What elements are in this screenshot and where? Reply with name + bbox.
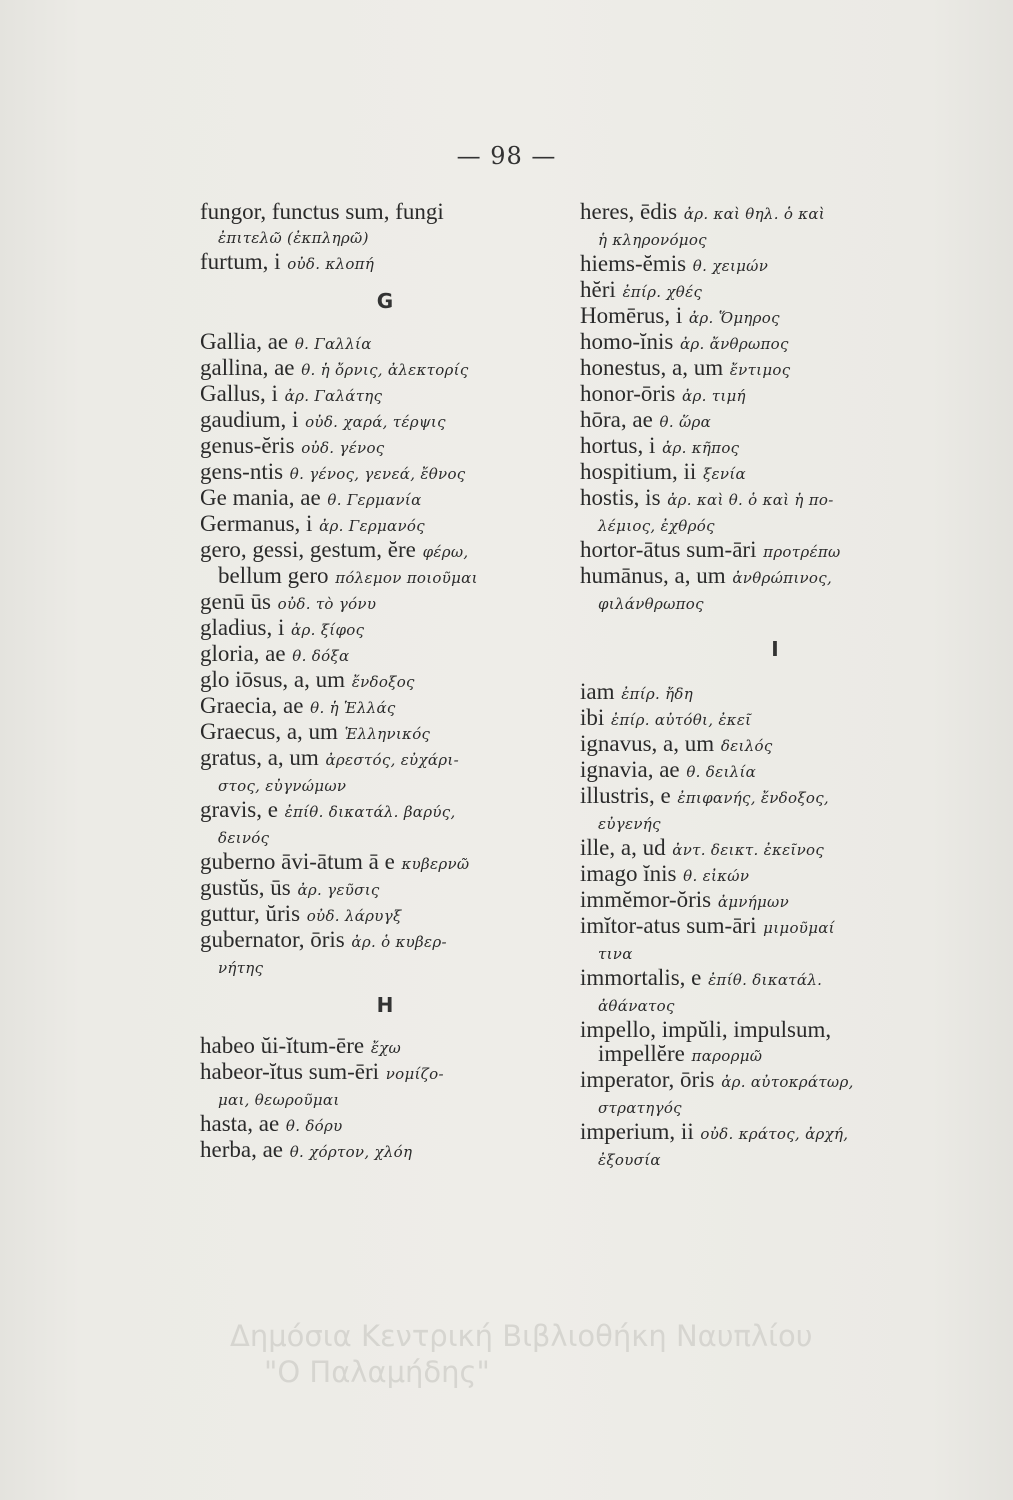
entry-greek-translation: θ. Γερμανία <box>327 491 422 509</box>
dictionary-entry <box>580 1120 970 1146</box>
entry-continuation <box>200 1086 570 1112</box>
entry-greek-translation: λέμιος, ἐχθρός <box>598 517 715 535</box>
entry-greek-translation: οὐδ. γένος <box>301 439 385 457</box>
entry-greek-translation: θ. εἰκών <box>683 867 750 885</box>
entry-greek-translation: οὐδ. κράτος, ἀρχή, <box>700 1125 849 1143</box>
entry-headword: gratus, a, um <box>200 745 319 770</box>
entry-greek-translation: θ. ἡ Ἑλλάς <box>310 699 396 717</box>
entry-greek-translation: μιμοῦμαί <box>763 919 835 937</box>
entry-greek-translation: παρορμῶ <box>691 1047 763 1065</box>
dictionary-entry <box>580 732 970 758</box>
entry-greek-translation: ἐπιτελῶ (ἐκπληρῶ) <box>218 229 369 247</box>
dictionary-entry <box>200 876 570 902</box>
entry-headword: hiems-ĕmis <box>580 251 687 276</box>
entry-headword: guberno āvi-ātum ā e <box>200 849 395 874</box>
entry-headword: gloria, ae <box>200 641 286 666</box>
entry-continuation <box>200 224 570 250</box>
dictionary-entry <box>200 590 570 616</box>
entry-headword: Germanus, i <box>200 511 313 536</box>
entry-greek-translation: μαι, θεωροῦμαι <box>218 1091 340 1109</box>
entry-headword: Gallus, i <box>200 381 278 406</box>
dictionary-entry <box>580 278 970 304</box>
entry-headword: ignavus, a, um <box>580 731 715 756</box>
dictionary-entry <box>200 408 570 434</box>
entry-headword: honor-ōris <box>580 381 676 406</box>
dictionary-entry <box>580 706 970 732</box>
dictionary-entry <box>580 304 970 330</box>
entry-greek-translation: στος, εὐγνώμων <box>218 777 347 795</box>
entry-greek-translation: οὐδ. χαρά, τέρψις <box>305 413 446 431</box>
entry-greek-translation: νομίζο- <box>385 1065 444 1083</box>
entry-headword: genus-ĕris <box>200 433 295 458</box>
entry-headword: heres, ēdis <box>580 199 678 224</box>
entry-continuation <box>200 564 570 590</box>
entry-greek-translation: ἀρ. Γαλάτης <box>284 387 383 405</box>
entry-headword: honestus, a, um <box>580 355 724 380</box>
entries-h-continued <box>580 200 970 616</box>
entry-greek-translation: θ. χειμών <box>692 257 769 275</box>
dictionary-entry <box>200 512 570 538</box>
dictionary-entry <box>580 486 970 512</box>
dictionary-entry <box>200 668 570 694</box>
entry-headword: gero, gessi, gestum, ĕre <box>200 537 416 562</box>
entry-headword: habeo ŭi-ĭtum-ēre <box>200 1033 365 1058</box>
entry-greek-translation: οὐδ. τὸ γόνυ <box>277 595 377 613</box>
entries-h <box>200 1034 570 1164</box>
entry-greek-translation: ξενία <box>702 465 746 483</box>
entry-headword: hostis, is <box>580 485 661 510</box>
entry-greek-translation: προτρέπω <box>763 543 841 561</box>
entry-continuation <box>580 1094 970 1120</box>
dictionary-entry <box>200 460 570 486</box>
entry-headword: illustris, e <box>580 783 671 808</box>
entry-greek-translation: ἀρ. ὁ κυβερ- <box>351 933 447 951</box>
dictionary-entry <box>580 862 970 888</box>
dictionary-entry <box>580 564 970 590</box>
dictionary-entry <box>580 966 970 992</box>
dictionary-entry <box>580 1018 970 1042</box>
dictionary-entry <box>200 720 570 746</box>
entry-headword: gens-ntis <box>200 459 284 484</box>
dictionary-entry <box>580 680 970 706</box>
entry-headword: herba, ae <box>200 1137 283 1162</box>
page-number: — 98 — <box>456 142 557 170</box>
entry-greek-translation: ἀρεστός, εὐχάρι- <box>325 751 459 769</box>
entry-greek-translation: θ. δειλία <box>686 763 757 781</box>
entry-headword: humānus, a, um <box>580 563 726 588</box>
entry-headword: imperator, ōris <box>580 1067 715 1092</box>
entry-headword: ille, a, ud <box>580 835 666 860</box>
dictionary-entry <box>580 200 970 226</box>
entries-g <box>200 330 570 980</box>
dictionary-entry <box>200 1138 570 1164</box>
dictionary-entry <box>580 538 970 564</box>
entry-continuation <box>580 512 970 538</box>
entry-greek-translation: ἐξουσία <box>598 1151 661 1169</box>
entry-continuation <box>580 226 970 252</box>
entry-greek-translation: ἐπίθ. δικατάλ. βαρύς, <box>284 803 456 821</box>
entry-greek-translation: θ. χόρτον, χλόη <box>289 1143 413 1161</box>
dictionary-entry <box>200 486 570 512</box>
entry-headword: gubernator, ōris <box>200 927 345 952</box>
entry-headword: gustŭs, ūs <box>200 875 291 900</box>
entry-greek-translation: ἔχω <box>370 1039 402 1057</box>
dictionary-entry <box>580 784 970 810</box>
dictionary-entry <box>200 902 570 928</box>
entry-headword: ignavia, ae <box>580 757 680 782</box>
entry-headword: immortalis, e <box>580 965 702 990</box>
dictionary-entry <box>200 928 570 954</box>
entry-headword: furtum, i <box>200 249 281 274</box>
entry-greek-translation: ἀρ. τιμή <box>682 387 746 405</box>
entry-greek-translation: ἔντιμος <box>729 361 791 379</box>
entry-greek-translation: δειλός <box>720 737 773 755</box>
entry-greek-translation: στρατηγός <box>598 1099 682 1117</box>
entry-headword: hospitium, ii <box>580 459 697 484</box>
entry-greek-translation: τινα <box>598 945 633 963</box>
dictionary-entry <box>200 1034 570 1060</box>
entry-greek-translation: ἀθάνατος <box>598 997 675 1015</box>
dictionary-entry <box>200 746 570 772</box>
entry-greek-translation: κυβερνῶ <box>401 855 470 873</box>
entry-greek-translation: ἀμνήμων <box>717 893 790 911</box>
dictionary-entry <box>200 434 570 460</box>
watermark-line-2: "Ο Παλαμήδης" <box>264 1355 490 1389</box>
entry-greek-translation: ἐπίρ. ἤδη <box>621 685 694 703</box>
entry-greek-translation: νήτης <box>218 959 264 977</box>
entry-greek-translation: ἀρ. ξίφος <box>291 621 365 639</box>
dictionary-entry <box>580 836 970 862</box>
entry-headword: imago ĭnis <box>580 861 677 886</box>
entry-continuation <box>200 954 570 980</box>
dictionary-entry <box>580 356 970 382</box>
entry-headword: iam <box>580 679 615 704</box>
entry-greek-translation: ἀρ. καὶ θ. ὁ καὶ ἡ πο- <box>667 491 834 509</box>
entry-greek-translation: ἀντ. δεικτ. ἐκεῖνος <box>672 841 825 859</box>
entry-greek-translation: θ. δόρυ <box>285 1117 343 1135</box>
entry-greek-translation: ἔνδοξος <box>351 673 415 691</box>
entry-continuation <box>580 810 970 836</box>
entry-greek-translation: ἐπιφανής, ἔνδοξος, <box>677 789 829 807</box>
entry-headword: Graecus, a, um <box>200 719 338 744</box>
entry-headword: imperium, ii <box>580 1119 694 1144</box>
entry-greek-translation: δεινός <box>218 829 270 847</box>
entry-greek-translation: οὐδ. λάρυγξ <box>306 907 402 925</box>
dictionary-entry <box>580 758 970 784</box>
dictionary-entry <box>200 616 570 642</box>
entry-headword: gladius, i <box>200 615 285 640</box>
entry-greek-translation: ἡ κληρονόμος <box>598 231 707 249</box>
dictionary-entry <box>580 382 970 408</box>
entry-greek-translation: ἀρ. καὶ θηλ. ὁ καὶ <box>683 205 825 223</box>
entry-continuation <box>200 824 570 850</box>
entry-greek-translation: ἀρ. Γερμανός <box>319 517 425 535</box>
entry-continuation <box>580 992 970 1018</box>
entry-greek-translation: πόλεμον ποιοῦμαι <box>335 569 478 587</box>
dictionary-entry <box>580 914 970 940</box>
section-letter-i: I <box>771 637 779 661</box>
entry-headword: habeor-ĭtus sum-ēri <box>200 1059 380 1084</box>
entry-continuation <box>580 1042 970 1068</box>
entry-continuation <box>580 940 970 966</box>
watermark-line-1: Δημόσια Κεντρική Βιβλιοθήκη Ναυπλίου <box>230 1319 813 1353</box>
entry-headword: fungor, functus sum, fungi <box>200 199 444 224</box>
dictionary-entry <box>580 330 970 356</box>
entry-greek-translation: ἀνθρώπινος, <box>732 569 833 587</box>
dictionary-entry <box>200 850 570 876</box>
entry-headword: bellum gero <box>218 563 329 588</box>
entry-greek-translation: φιλάνθρωπος <box>598 595 704 613</box>
entry-continuation <box>200 772 570 798</box>
entry-greek-translation: οὐδ. κλοπή <box>287 255 375 273</box>
entry-greek-translation: ἐπίρ. αὐτόθι, ἐκεῖ <box>610 711 752 729</box>
entry-greek-translation: εὐγενής <box>598 815 661 833</box>
entry-greek-translation: ἐπίρ. χθές <box>622 283 703 301</box>
entry-headword: gaudium, i <box>200 407 299 432</box>
dictionary-entry <box>580 460 970 486</box>
entry-greek-translation: θ. γένος, γενεά, ἔθνος <box>289 465 466 483</box>
entry-greek-translation: θ. ἡ ὄρνις, ἀλεκτορίς <box>301 361 469 379</box>
dictionary-entry <box>580 408 970 434</box>
left-column <box>200 200 570 1164</box>
entry-greek-translation: θ. ὥρα <box>659 413 712 431</box>
entries-f <box>200 200 570 276</box>
entry-headword: hōra, ae <box>580 407 653 432</box>
entry-headword: Homērus, i <box>580 303 683 328</box>
entry-headword: hortor-ātus sum-āri <box>580 537 757 562</box>
dictionary-entry <box>200 250 570 276</box>
dictionary-entry <box>200 1060 570 1086</box>
entry-greek-translation: θ. Γαλλία <box>294 335 372 353</box>
library-watermark <box>230 1318 1010 1390</box>
dictionary-entry <box>200 200 570 224</box>
entry-headword: gallina, ae <box>200 355 295 380</box>
entry-headword: gravis, e <box>200 797 278 822</box>
entry-headword: impello, impŭli, impulsum, <box>580 1017 832 1042</box>
entry-greek-translation: ἀρ. Ὅμηρος <box>688 309 780 327</box>
entry-headword: ibi <box>580 705 605 730</box>
entry-headword: guttur, ŭris <box>200 901 301 926</box>
entry-continuation <box>580 1146 970 1172</box>
entries-i <box>580 680 970 1172</box>
dictionary-entry <box>200 642 570 668</box>
entry-continuation <box>580 590 970 616</box>
dictionary-entry <box>200 798 570 824</box>
entry-greek-translation: θ. δόξα <box>292 647 350 665</box>
section-letter-g: G <box>376 289 394 313</box>
entry-greek-translation: Ἑλληνικός <box>344 725 431 743</box>
entry-greek-translation: ἐπίθ. δικατάλ. <box>708 971 823 989</box>
entry-headword: glo iōsus, a, um <box>200 667 346 692</box>
dictionary-entry <box>580 888 970 914</box>
entry-greek-translation: ἀρ. αὐτοκράτωρ, <box>721 1073 854 1091</box>
entry-greek-translation: ἀρ. κῆπος <box>662 439 740 457</box>
entry-headword: genū ūs <box>200 589 271 614</box>
entry-headword: hasta, ae <box>200 1111 280 1136</box>
dictionary-entry <box>200 694 570 720</box>
entry-greek-translation: ἀρ. ἄνθρωπος <box>679 335 789 353</box>
entry-headword: imĭtor-atus sum-āri <box>580 913 757 938</box>
entry-headword: impellĕre <box>598 1041 685 1066</box>
section-letter-h: H <box>376 993 394 1017</box>
entry-headword: Gallia, ae <box>200 329 289 354</box>
dictionary-entry <box>580 1068 970 1094</box>
dictionary-entry <box>200 382 570 408</box>
entry-headword: homo-ĭnis <box>580 329 674 354</box>
entry-headword: hortus, i <box>580 433 656 458</box>
entry-greek-translation: ἀρ. γεῦσις <box>297 881 380 899</box>
entry-headword: Graecia, ae <box>200 693 304 718</box>
dictionary-entry <box>200 330 570 356</box>
entry-headword: Ge mania, ae <box>200 485 321 510</box>
dictionary-entry <box>580 434 970 460</box>
entry-headword: immĕmor-ŏris <box>580 887 712 912</box>
entry-greek-translation: φέρω, <box>422 543 469 561</box>
dictionary-entry <box>200 1112 570 1138</box>
dictionary-entry <box>200 356 570 382</box>
dictionary-entry <box>200 538 570 564</box>
right-column <box>580 200 970 1172</box>
dictionary-entry <box>580 252 970 278</box>
entry-headword: hĕri <box>580 277 616 302</box>
